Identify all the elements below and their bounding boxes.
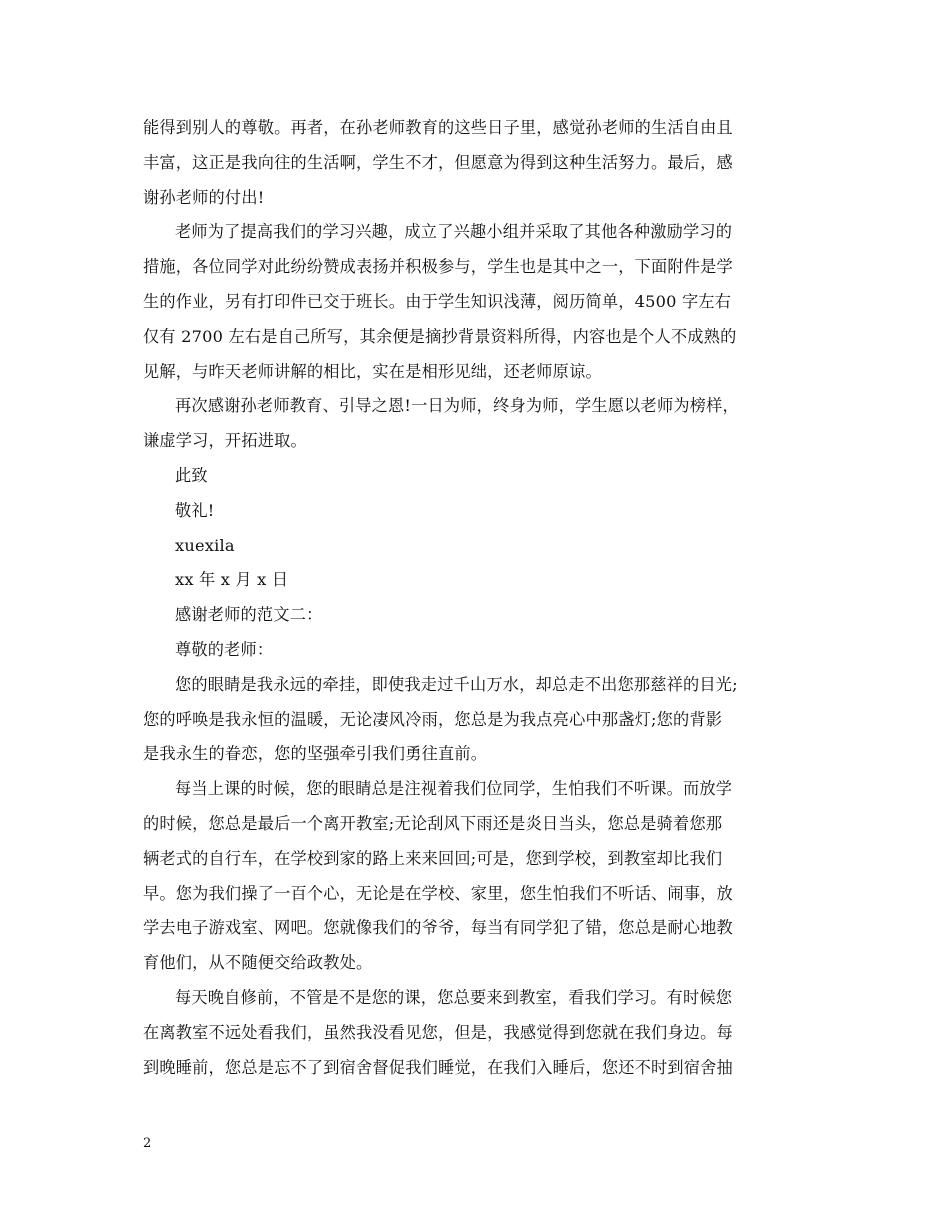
paragraph-10-line-3: 早。您为我们操了一百个心，无论是在学校、家里，您生怕我们不听话、闹事，放 xyxy=(143,883,733,903)
paragraph-8-line-0: 尊敬的老师： xyxy=(175,639,274,659)
paragraph-9-line-1: 您的呼唤是我永恒的温暖，无论凄风冷雨，您总是为我点亮心中那盏灯;您的背影 xyxy=(143,709,723,729)
paragraph-3-line-0: 此致 xyxy=(175,465,208,485)
paragraph-1-line-1: 措施，各位同学对此纷纷赞成表扬并积极参与，学生也是其中之一，下面附件是学 xyxy=(143,257,733,277)
paragraph-7-line-0: 感谢老师的范文二： xyxy=(175,605,323,625)
paragraph-1-line-4: 见解，与昨天老师讲解的相比，实在是相形见绌，还老师原谅。 xyxy=(143,361,602,381)
paragraph-9-line-0: 您的眼睛是我永远的牵挂，即使我走过千山万水，却总走不出您那慈祥的目光; xyxy=(175,674,738,694)
paragraph-10-line-0: 每当上课的时候，您的眼睛总是注视着我们位同学，生怕我们不听课。而放学 xyxy=(175,779,733,799)
paragraph-10-line-2: 辆老式的自行车，在学校到家的路上来来回回;可是，您到学校，到教室却比我们 xyxy=(143,848,723,868)
document-body xyxy=(143,111,811,1085)
paragraph-2-line-0: 再次感谢孙老师教育、引导之恩!一日为师，终身为师，学生愿以老师为榜样， xyxy=(175,396,739,416)
paragraph-0-line-1: 丰富，这正是我向往的生活啊，学生不才，但愿意为得到这种生活努力。最后，感 xyxy=(143,152,733,172)
paragraph-2-line-1: 谦虚学习，开拓进取。 xyxy=(143,431,307,451)
paragraph-9-line-2: 是我永生的眷恋，您的坚强牵引我们勇往直前。 xyxy=(143,744,488,764)
page-number: 2 xyxy=(143,1136,152,1151)
paragraph-11-line-2: 到晚睡前，您总是忘不了到宿舍督促我们睡觉，在我们入睡后，您还不时到宿舍抽 xyxy=(143,1057,733,1077)
paragraph-0-line-0: 能得到别人的尊敬。再者，在孙老师教育的这些日子里，感觉孙老师的生活自由且 xyxy=(143,118,733,137)
paragraph-11-line-0: 每天晚自修前，不管是不是您的课，您总要来到教室，看我们学习。有时候您 xyxy=(175,987,733,1007)
paragraph-11-line-1: 在离教室不远处看我们，虽然我没看见您，但是，我感觉得到您就在我们身边。每 xyxy=(143,1022,733,1042)
paragraph-0-line-2: 谢孙老师的付出! xyxy=(143,187,265,207)
paragraph-6-line-0: xx 年 x 月 x 日 xyxy=(175,570,289,590)
paragraph-10-line-1: 的时候，您总是最后一个离开教室;无论刮风下雨还是炎日当头，您总是骑着您那 xyxy=(143,813,723,833)
paragraph-1-line-0: 老师为了提高我们的学习兴趣，成立了兴趣小组并采取了其他各种激励学习的 xyxy=(175,222,733,242)
paragraph-10-line-5: 育他们，从不随便交给政教处。 xyxy=(143,953,373,973)
paragraph-1-line-3: 仅有 2700 左右是自己所写，其余便是摘抄背景资料所得，内容也是个人不成熟的 xyxy=(143,326,737,346)
paragraph-5-line-0: xuexila xyxy=(175,535,235,555)
paragraph-1-line-2: 生的作业，另有打印件已交于班长。由于学生知识浅薄，阅历简单，4500 字左右 xyxy=(143,291,732,311)
paragraph-4-line-0: 敬礼! xyxy=(175,500,215,520)
paragraph-10-line-4: 学去电子游戏室、网吧。您就像我们的爷爷，每当有同学犯了错，您总是耐心地教 xyxy=(143,918,733,938)
